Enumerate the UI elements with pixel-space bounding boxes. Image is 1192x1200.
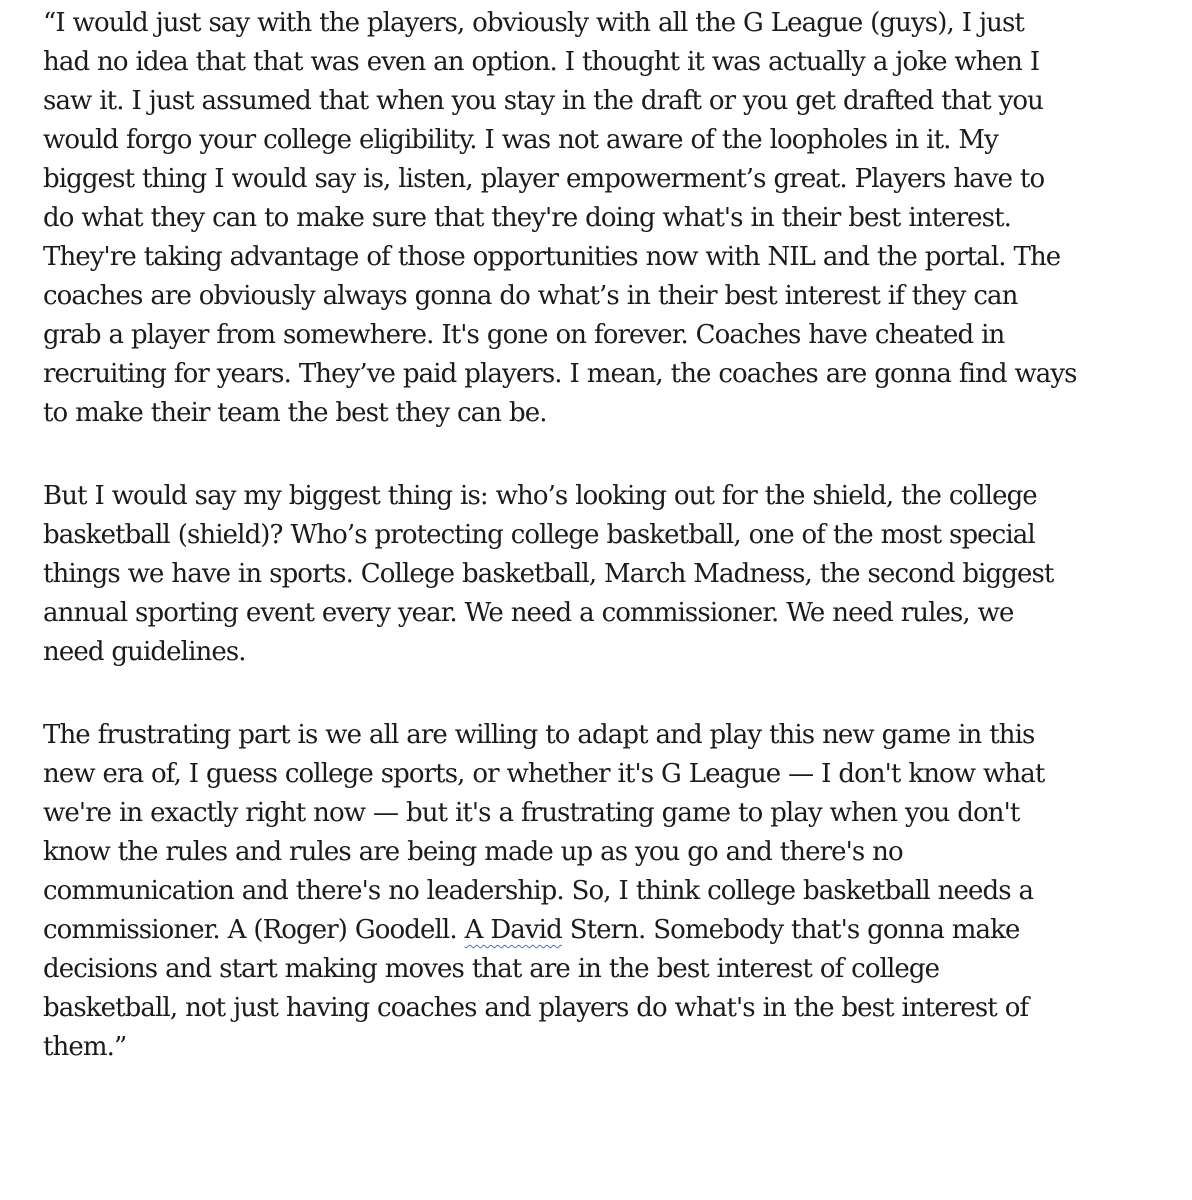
text-line: basketball (shield)? Who’s protecting college basketball, one of the most special [43, 520, 1035, 550]
text-line: They're taking advantage of those opportunities now with NIL and the portal. The [43, 242, 1061, 272]
text-line: would forgo your college eligibility. I was not aware of the loopholes in it. My [43, 125, 998, 155]
text-line: know the rules and rules are being made up as you go and there's no [43, 837, 903, 867]
text-line: do what they can to make sure that they're doing what's in their best interest. [43, 203, 1012, 233]
grammar-flag-underline[interactable]: A David [464, 915, 562, 945]
text-line: biggest thing I would say is, listen, player empowerment’s great. Players have to [43, 164, 1045, 194]
text-segment: Stern. Somebody that's gonna make [561, 915, 1020, 945]
text-line: But I would say my biggest thing is: who’s looking out for the shield, the college [43, 481, 1037, 511]
text-line: things we have in sports. College basketball, March Madness, the second biggest [43, 559, 1054, 589]
text-line: grab a player from somewhere. It's gone on forever. Coaches have cheated in [43, 320, 1005, 350]
text-line: coaches are obviously always gonna do what’s in their best interest if they can [43, 281, 1018, 311]
paragraph-1 [43, 4, 1180, 433]
text-line: new era of, I guess college sports, or whether it's G League — I don't know what [43, 759, 1045, 789]
text-line: to make their team the best they can be. [43, 398, 547, 428]
text-line-with-flag [43, 911, 1180, 950]
text-line: communication and there's no leadership. So, I think college basketball needs a [43, 876, 1034, 906]
text-line: we're in exactly right now — but it's a frustrating game to play when you don't [43, 798, 1020, 828]
text-line: “I would just say with the players, obviously with all the G League (guys), I just [43, 8, 1024, 38]
text-line: saw it. I just assumed that when you stay in the draft or you get drafted that you [43, 86, 1043, 116]
text-line: basketball, not just having coaches and players do what's in the best interest of [43, 993, 1029, 1023]
text-line: had no idea that that was even an option. I thought it was actually a joke when I [43, 47, 1040, 77]
text-line: annual sporting event every year. We need a commissioner. We need rules, we [43, 598, 1014, 628]
text-line: decisions and start making moves that are in the best interest of college [43, 954, 940, 984]
text-segment: commissioner. A (Roger) Goodell. [43, 915, 465, 945]
text-line: them.” [43, 1032, 127, 1062]
paragraph-2 [43, 477, 1180, 672]
paragraph-3 [43, 716, 1180, 1067]
text-line: need guidelines. [43, 637, 246, 667]
text-line: The frustrating part is we all are willing to adapt and play this new game in this [43, 720, 1035, 750]
text-line: recruiting for years. They’ve paid players. I mean, the coaches are gonna find ways [43, 359, 1077, 389]
